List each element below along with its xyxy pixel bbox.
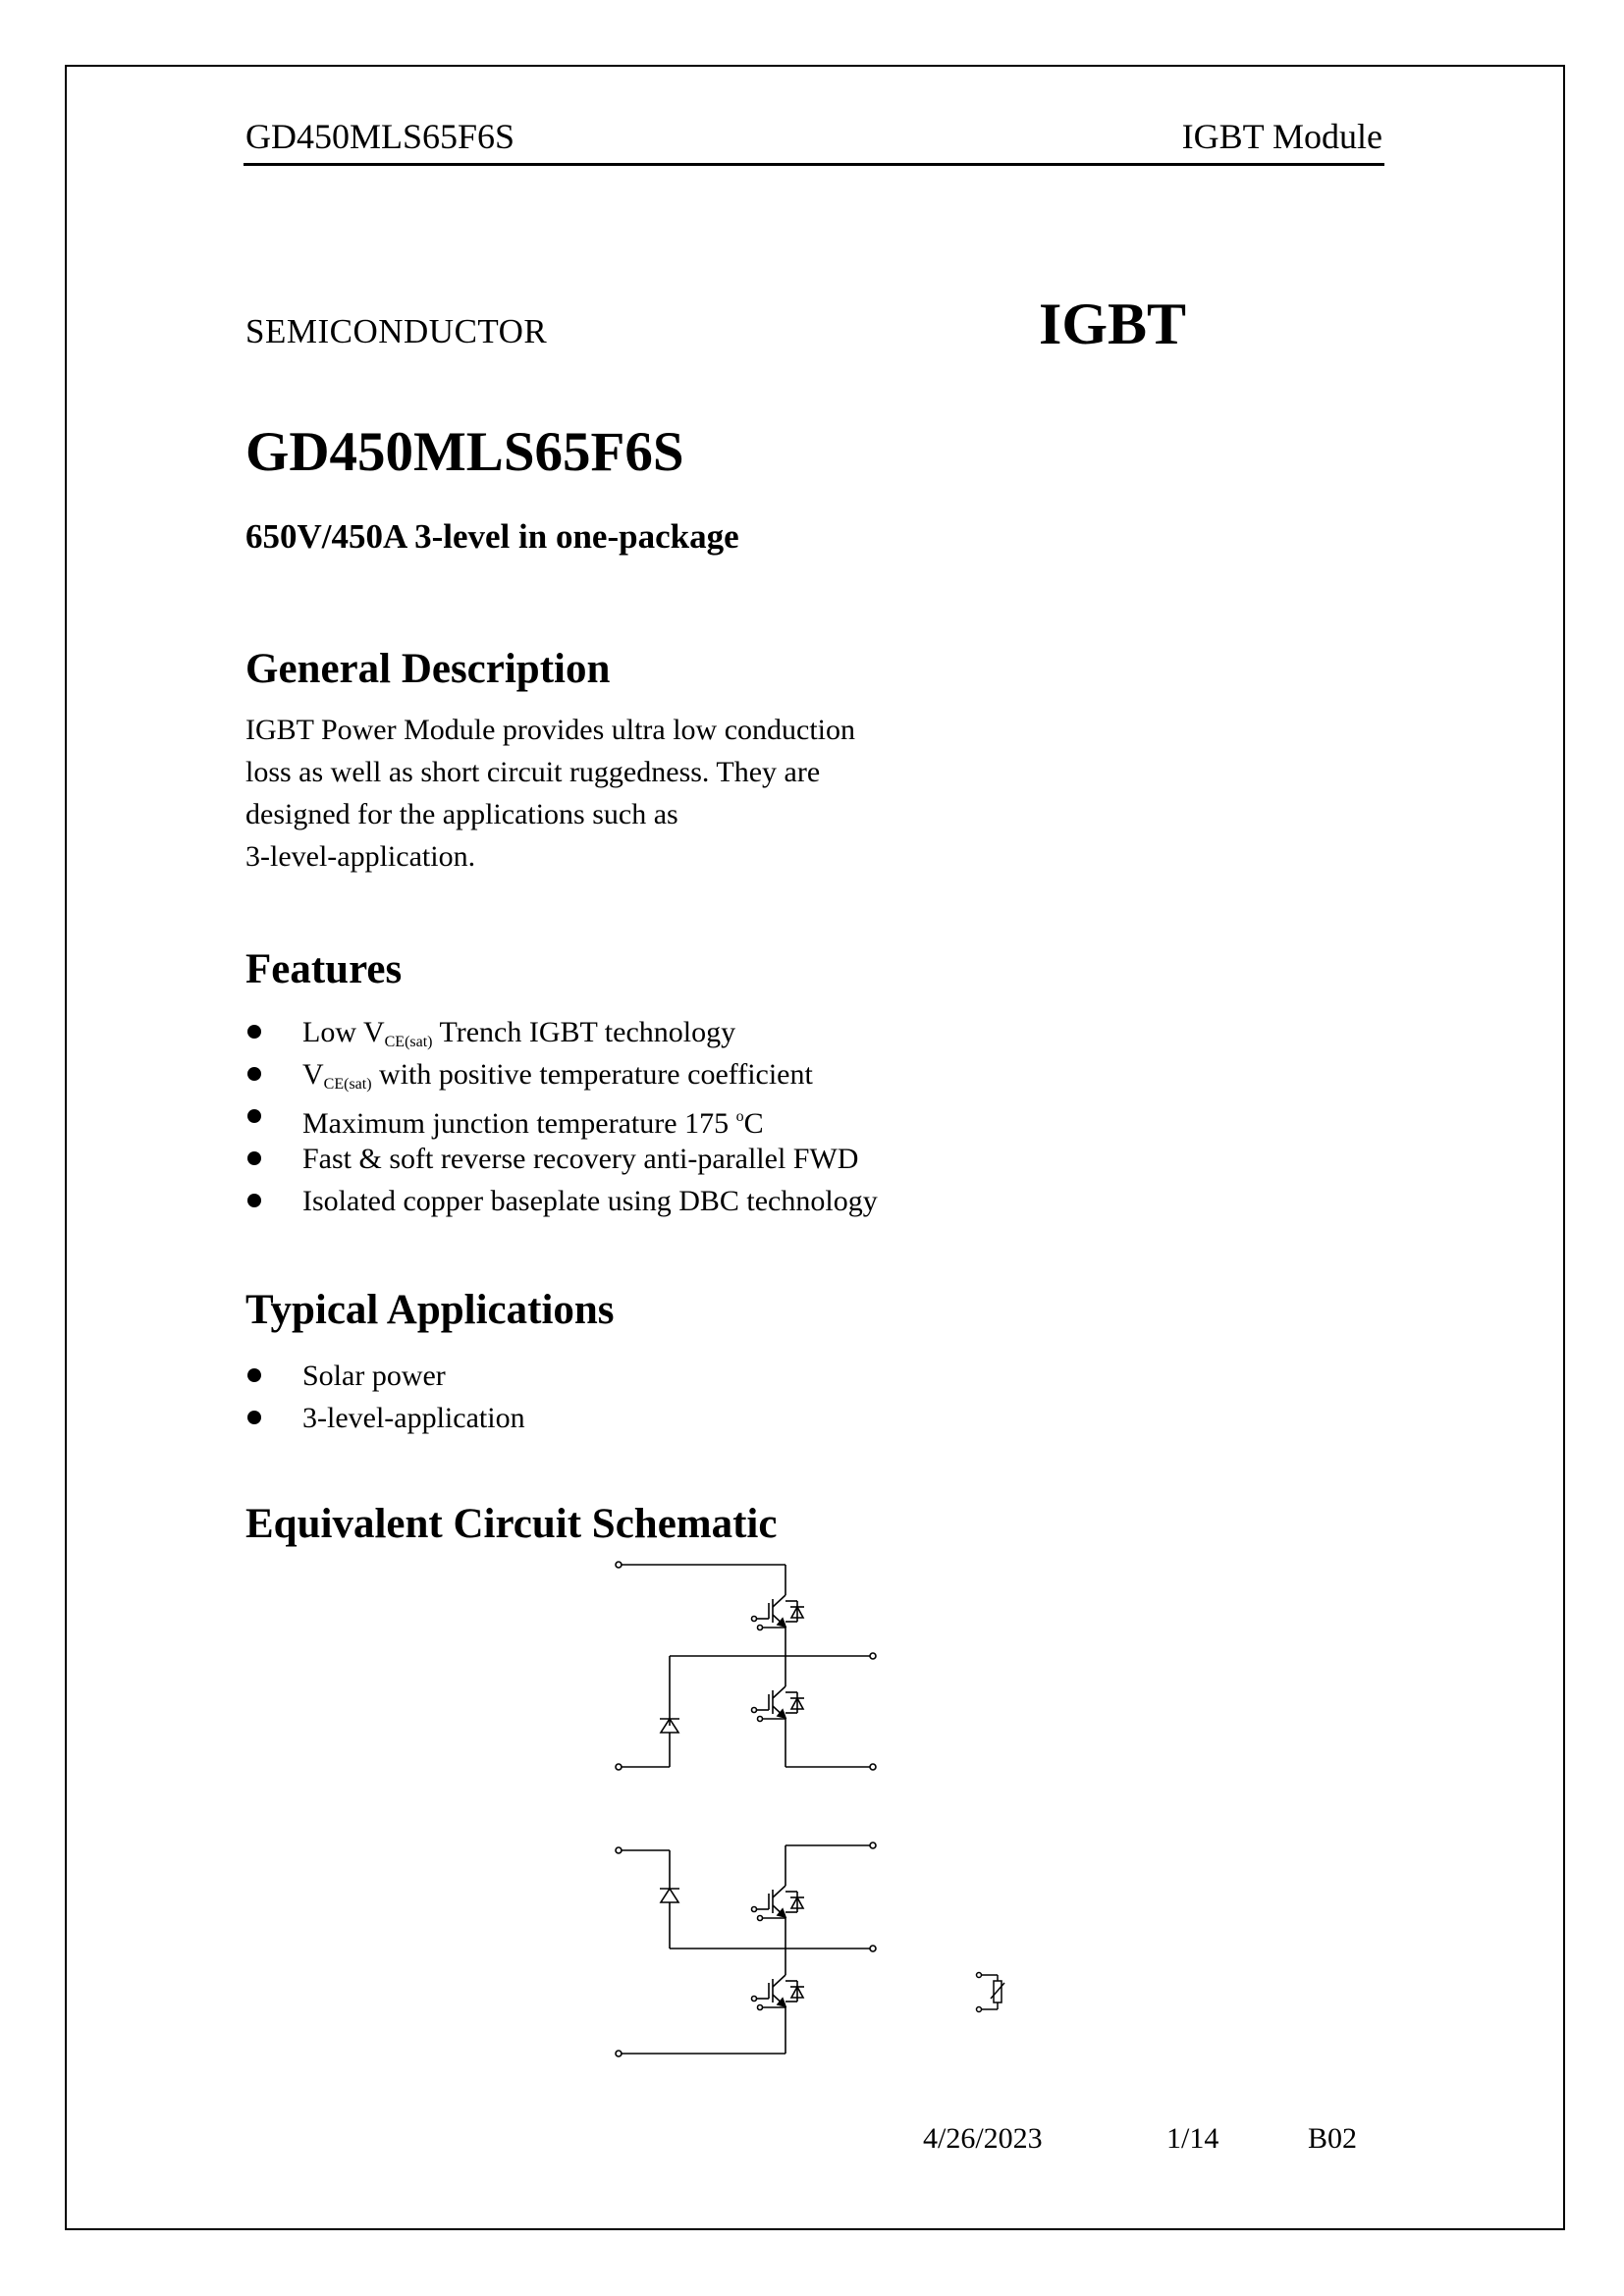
terminal-b-mid bbox=[870, 1946, 876, 1951]
terminal-b-top bbox=[870, 1842, 876, 1848]
list-item: Maximum junction temperature 175 $^o$C bbox=[245, 1095, 878, 1138]
ntc-thermistor bbox=[977, 1973, 1005, 2012]
list-item: 3-level-application bbox=[245, 1397, 525, 1439]
page-subtitle: 650V/450A 3-level in one-package bbox=[245, 517, 739, 556]
features-list bbox=[245, 1011, 878, 1222]
bullet-icon bbox=[247, 1025, 261, 1039]
applications-heading: Typical Applications bbox=[245, 1287, 615, 1333]
bullet-icon bbox=[247, 1067, 261, 1081]
list-item: Fast & soft reverse recovery anti-parallel FWD bbox=[245, 1138, 878, 1180]
category-label: IGBT bbox=[1039, 292, 1187, 356]
terminal-a-in bbox=[616, 1562, 622, 1568]
list-item: Isolated copper baseplate using DBC technology bbox=[245, 1180, 878, 1222]
terminal-b-in bbox=[616, 1847, 622, 1853]
terminal-b-out bbox=[616, 2051, 622, 2056]
bullet-icon bbox=[247, 1109, 261, 1123]
description-line: loss as well as short circuit ruggedness. They are bbox=[245, 756, 821, 788]
bullet-icon bbox=[247, 1194, 261, 1207]
bullet-icon bbox=[247, 1151, 261, 1165]
list-item: Solar power bbox=[245, 1355, 525, 1397]
header-product-type: IGBT Module bbox=[1181, 117, 1382, 156]
general-description-text bbox=[245, 709, 933, 878]
general-description-heading: General Description bbox=[245, 646, 611, 692]
terminal-a-n bbox=[616, 1764, 622, 1770]
schematic-heading: Equivalent Circuit Schematic bbox=[245, 1501, 778, 1547]
bullet-icon bbox=[247, 1368, 261, 1382]
applications-list bbox=[245, 1355, 525, 1439]
footer-date: 4/26/2023 bbox=[923, 2122, 1043, 2155]
header-part-number: GD450MLS65F6S bbox=[245, 117, 515, 156]
list-item: Low $V_{CE(sat)}$ Trench IGBT technology bbox=[245, 1011, 878, 1053]
footer-revision: B02 bbox=[1308, 2122, 1358, 2155]
description-line: IGBT Power Module provides ultra low conduction bbox=[245, 714, 856, 746]
page-title: GD450MLS65F6S bbox=[245, 421, 684, 483]
header-rule bbox=[244, 163, 1384, 166]
features-heading: Features bbox=[245, 946, 403, 992]
bullet-icon bbox=[247, 1411, 261, 1424]
footer-page-number: 1/14 bbox=[1166, 2122, 1219, 2155]
description-line: 3-level-application. bbox=[245, 840, 476, 873]
list-item: $V_{CE(sat)}$ with positive temperature coefficient bbox=[245, 1053, 878, 1095]
circuit-b bbox=[616, 1842, 876, 2056]
company-label: SEMICONDUCTOR bbox=[245, 312, 548, 350]
terminal-a-out bbox=[870, 1764, 876, 1770]
description-line: designed for the applications such as bbox=[245, 798, 678, 830]
circuit-a bbox=[616, 1562, 876, 1770]
circuit-schematic bbox=[609, 1556, 1070, 2096]
terminal-a-mid bbox=[870, 1653, 876, 1659]
